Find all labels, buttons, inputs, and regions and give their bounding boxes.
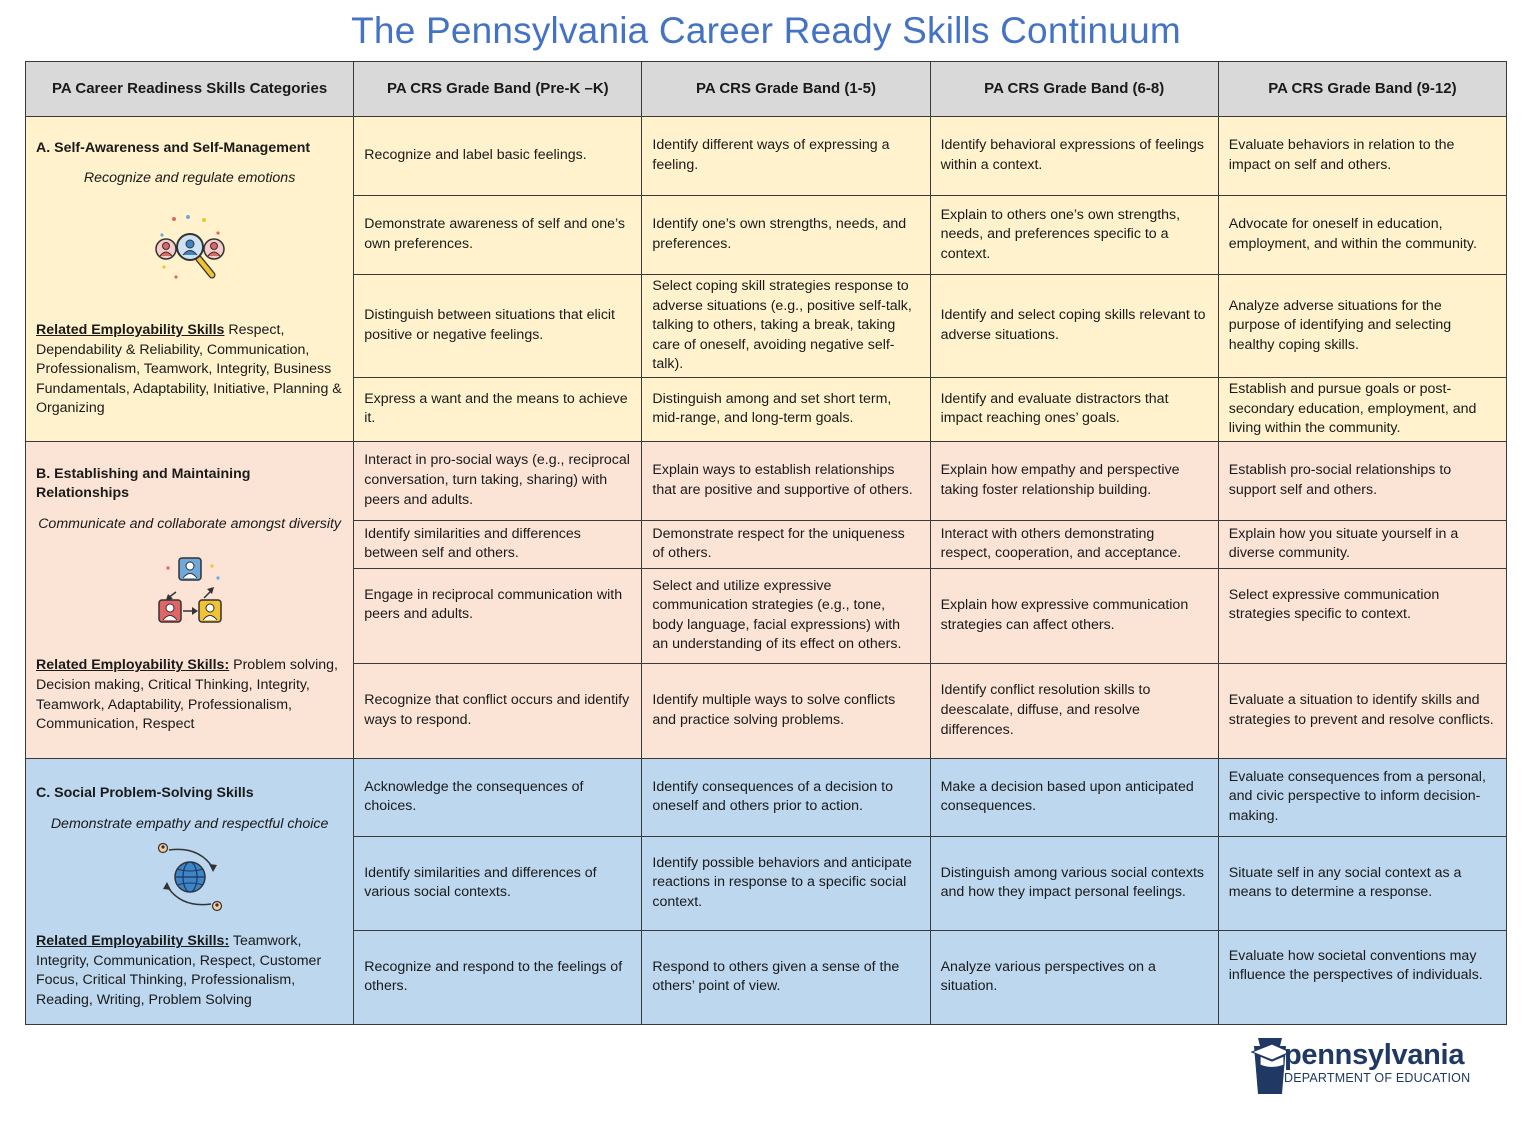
related-skills: [36, 656, 343, 734]
skill-cell: Analyze various perspectives on a situation.: [930, 930, 1218, 1024]
category-title: C. Social Problem-Solving Skills: [36, 784, 254, 801]
category-subtitle: Demonstrate empathy and respectful choice: [50, 815, 329, 832]
skill-cell: Advocate for oneself in education, employment, and within the community.: [1218, 196, 1506, 275]
category-title: A. Self-Awareness and Self-Management: [36, 139, 311, 156]
skill-cell: Identify consequences of a decision to oneself and others prior to action.: [642, 758, 930, 836]
skill-cell: Select coping skill strategies response to adverse situations (e.g., positive self-talk, talking to others, taking a break, taking care of oneself, avoiding negative self-talk).: [642, 275, 930, 378]
skill-cell: Recognize that conflict occurs and identify ways to respond.: [354, 663, 642, 758]
skill-cell: Make a decision based upon anticipated consequences.: [930, 758, 1218, 836]
header-grade-9-12: PA CRS Grade Band (9-12): [1218, 62, 1506, 117]
skill-cell: Explain how you situate yourself in a diverse community.: [1218, 520, 1506, 568]
skill-cell: Explain ways to establish relationships that are positive and supportive of others.: [642, 441, 930, 520]
related-skills-label: Related Employability Skills:: [36, 657, 230, 674]
globe-exchange-icon: [36, 842, 343, 912]
header-grade-6-8: PA CRS Grade Band (6-8): [930, 62, 1218, 117]
skill-cell: Demonstrate respect for the uniqueness of others.: [642, 520, 930, 568]
related-skills-label: Related Employability Skills:: [36, 933, 230, 950]
skill-cell: Distinguish among various social contexts and how they impact personal feelings.: [930, 836, 1218, 930]
header-grade-prek-k: PA CRS Grade Band (Pre-K –K): [354, 62, 642, 117]
skill-cell: Establish pro-social relationships to support self and others.: [1218, 441, 1506, 520]
skill-cell: Evaluate behaviors in relation to the impact on self and others.: [1218, 117, 1506, 196]
skill-cell: Evaluate how societal conventions may influence the perspectives of individuals.: [1218, 930, 1506, 1024]
related-skills-text: Teamwork, Integrity, Communication, Respect, Customer Focus, Critical Thinking, Professionalism, Reading, Writing, Problem Solving: [36, 933, 322, 1008]
related-skills: [36, 932, 343, 1010]
skill-cell: Demonstrate awareness of self and one’s own preferences.: [354, 196, 642, 275]
related-skills-label: Related Employability Skills: [36, 321, 225, 338]
skill-cell: Interact in pro-social ways (e.g., reciprocal conversation, turn taking, sharing) with peers and adults.: [354, 441, 642, 520]
skill-cell: Distinguish among and set short term, mid-range, and long-term goals.: [642, 377, 930, 441]
table-header-row: [26, 62, 1507, 117]
magnifier-people-icon: [36, 215, 343, 283]
table-row: [26, 758, 1507, 836]
related-skills-text: Respect, Dependability & Reliability, Communication, Professionalism, Teamwork, Integrity, Business Fundamentals, Adaptability, Initiative, Planning & Organizing: [36, 321, 342, 417]
skill-cell: Acknowledge the consequences of choices.: [354, 758, 642, 836]
logo-subtitle: DEPARTMENT OF EDUCATION: [1284, 1071, 1471, 1085]
skill-cell: Identify possible behaviors and anticipate reactions in response to a specific social context.: [642, 836, 930, 930]
skill-cell: Express a want and the means to achieve it.: [354, 377, 642, 441]
related-skills: [36, 321, 343, 419]
skill-cell: Identify multiple ways to solve conflicts and practice solving problems.: [642, 663, 930, 758]
skill-cell: Identify different ways of expressing a feeling.: [642, 117, 930, 196]
skill-cell: Situate self in any social context as a means to determine a response.: [1218, 836, 1506, 930]
skill-cell: Identify one’s own strengths, needs, and preferences.: [642, 196, 930, 275]
skills-continuum-table: [25, 61, 1507, 1025]
skill-cell: Select and utilize expressive communication strategies (e.g., tone, body language, facial expressions) with an understanding of its effect on others.: [642, 568, 930, 663]
skill-cell: Identify conflict resolution skills to deescalate, diffuse, and resolve differences.: [930, 663, 1218, 758]
skill-cell: Establish and pursue goals or post-secondary education, employment, and living within the community.: [1218, 377, 1506, 441]
header-grade-1-5: PA CRS Grade Band (1-5): [642, 62, 930, 117]
skill-cell: Identify and select coping skills relevant to adverse situations.: [930, 275, 1218, 378]
header-categories: PA Career Readiness Skills Categories: [26, 62, 354, 117]
skill-cell: Interact with others demonstrating respect, cooperation, and acceptance.: [930, 520, 1218, 568]
skill-cell: Explain how empathy and perspective taking foster relationship building.: [930, 441, 1218, 520]
category-subtitle: Recognize and regulate emotions: [83, 170, 296, 187]
skill-cell: Select expressive communication strategies specific to context.: [1218, 568, 1506, 663]
skill-cell: Identify and evaluate distractors that impact reaching ones’ goals.: [930, 377, 1218, 441]
category-a-cell: [26, 117, 354, 442]
skill-cell: Recognize and label basic feelings.: [354, 117, 642, 196]
skill-cell: Recognize and respond to the feelings of others.: [354, 930, 642, 1024]
page-title: The Pennsylvania Career Ready Skills Continuum: [351, 10, 1181, 51]
skill-cell: Identify similarities and differences between self and others.: [354, 520, 642, 568]
skill-cell: Evaluate consequences from a personal, and civic perspective to inform decision-making.: [1218, 758, 1506, 836]
skill-cell: Analyze adverse situations for the purpose of identifying and selecting healthy coping skills.: [1218, 275, 1506, 378]
category-b-cell: [26, 441, 354, 758]
category-c-cell: [26, 758, 354, 1024]
skill-cell: Respond to others given a sense of the others’ point of view.: [642, 930, 930, 1024]
people-network-icon: [36, 556, 343, 628]
skill-cell: Evaluate a situation to identify skills and strategies to prevent and resolve conflicts.: [1218, 663, 1506, 758]
skill-cell: Explain how expressive communication strategies can affect others.: [930, 568, 1218, 663]
table-row: [26, 441, 1507, 520]
category-title: B. Establishing and Maintaining Relationships: [36, 465, 251, 502]
skill-cell: Engage in reciprocal communication with peers and adults.: [354, 568, 642, 663]
skill-cell: Identify behavioral expressions of feelings within a context.: [930, 117, 1218, 196]
skill-cell: Identify similarities and differences of various social contexts.: [354, 836, 642, 930]
skill-cell: Distinguish between situations that elicit positive or negative feelings.: [354, 275, 642, 378]
skill-cell: Explain to others one’s own strengths, needs, and preferences specific to a context.: [930, 196, 1218, 275]
category-subtitle: Communicate and collaborate amongst diversity: [38, 515, 342, 532]
logo-name: pennsylvania: [1284, 1039, 1465, 1071]
related-skills-text: Problem solving, Decision making, Critical Thinking, Integrity, Teamwork, Adaptability, Professionalism, Communication, Respect: [36, 657, 338, 733]
table-row: [26, 117, 1507, 196]
